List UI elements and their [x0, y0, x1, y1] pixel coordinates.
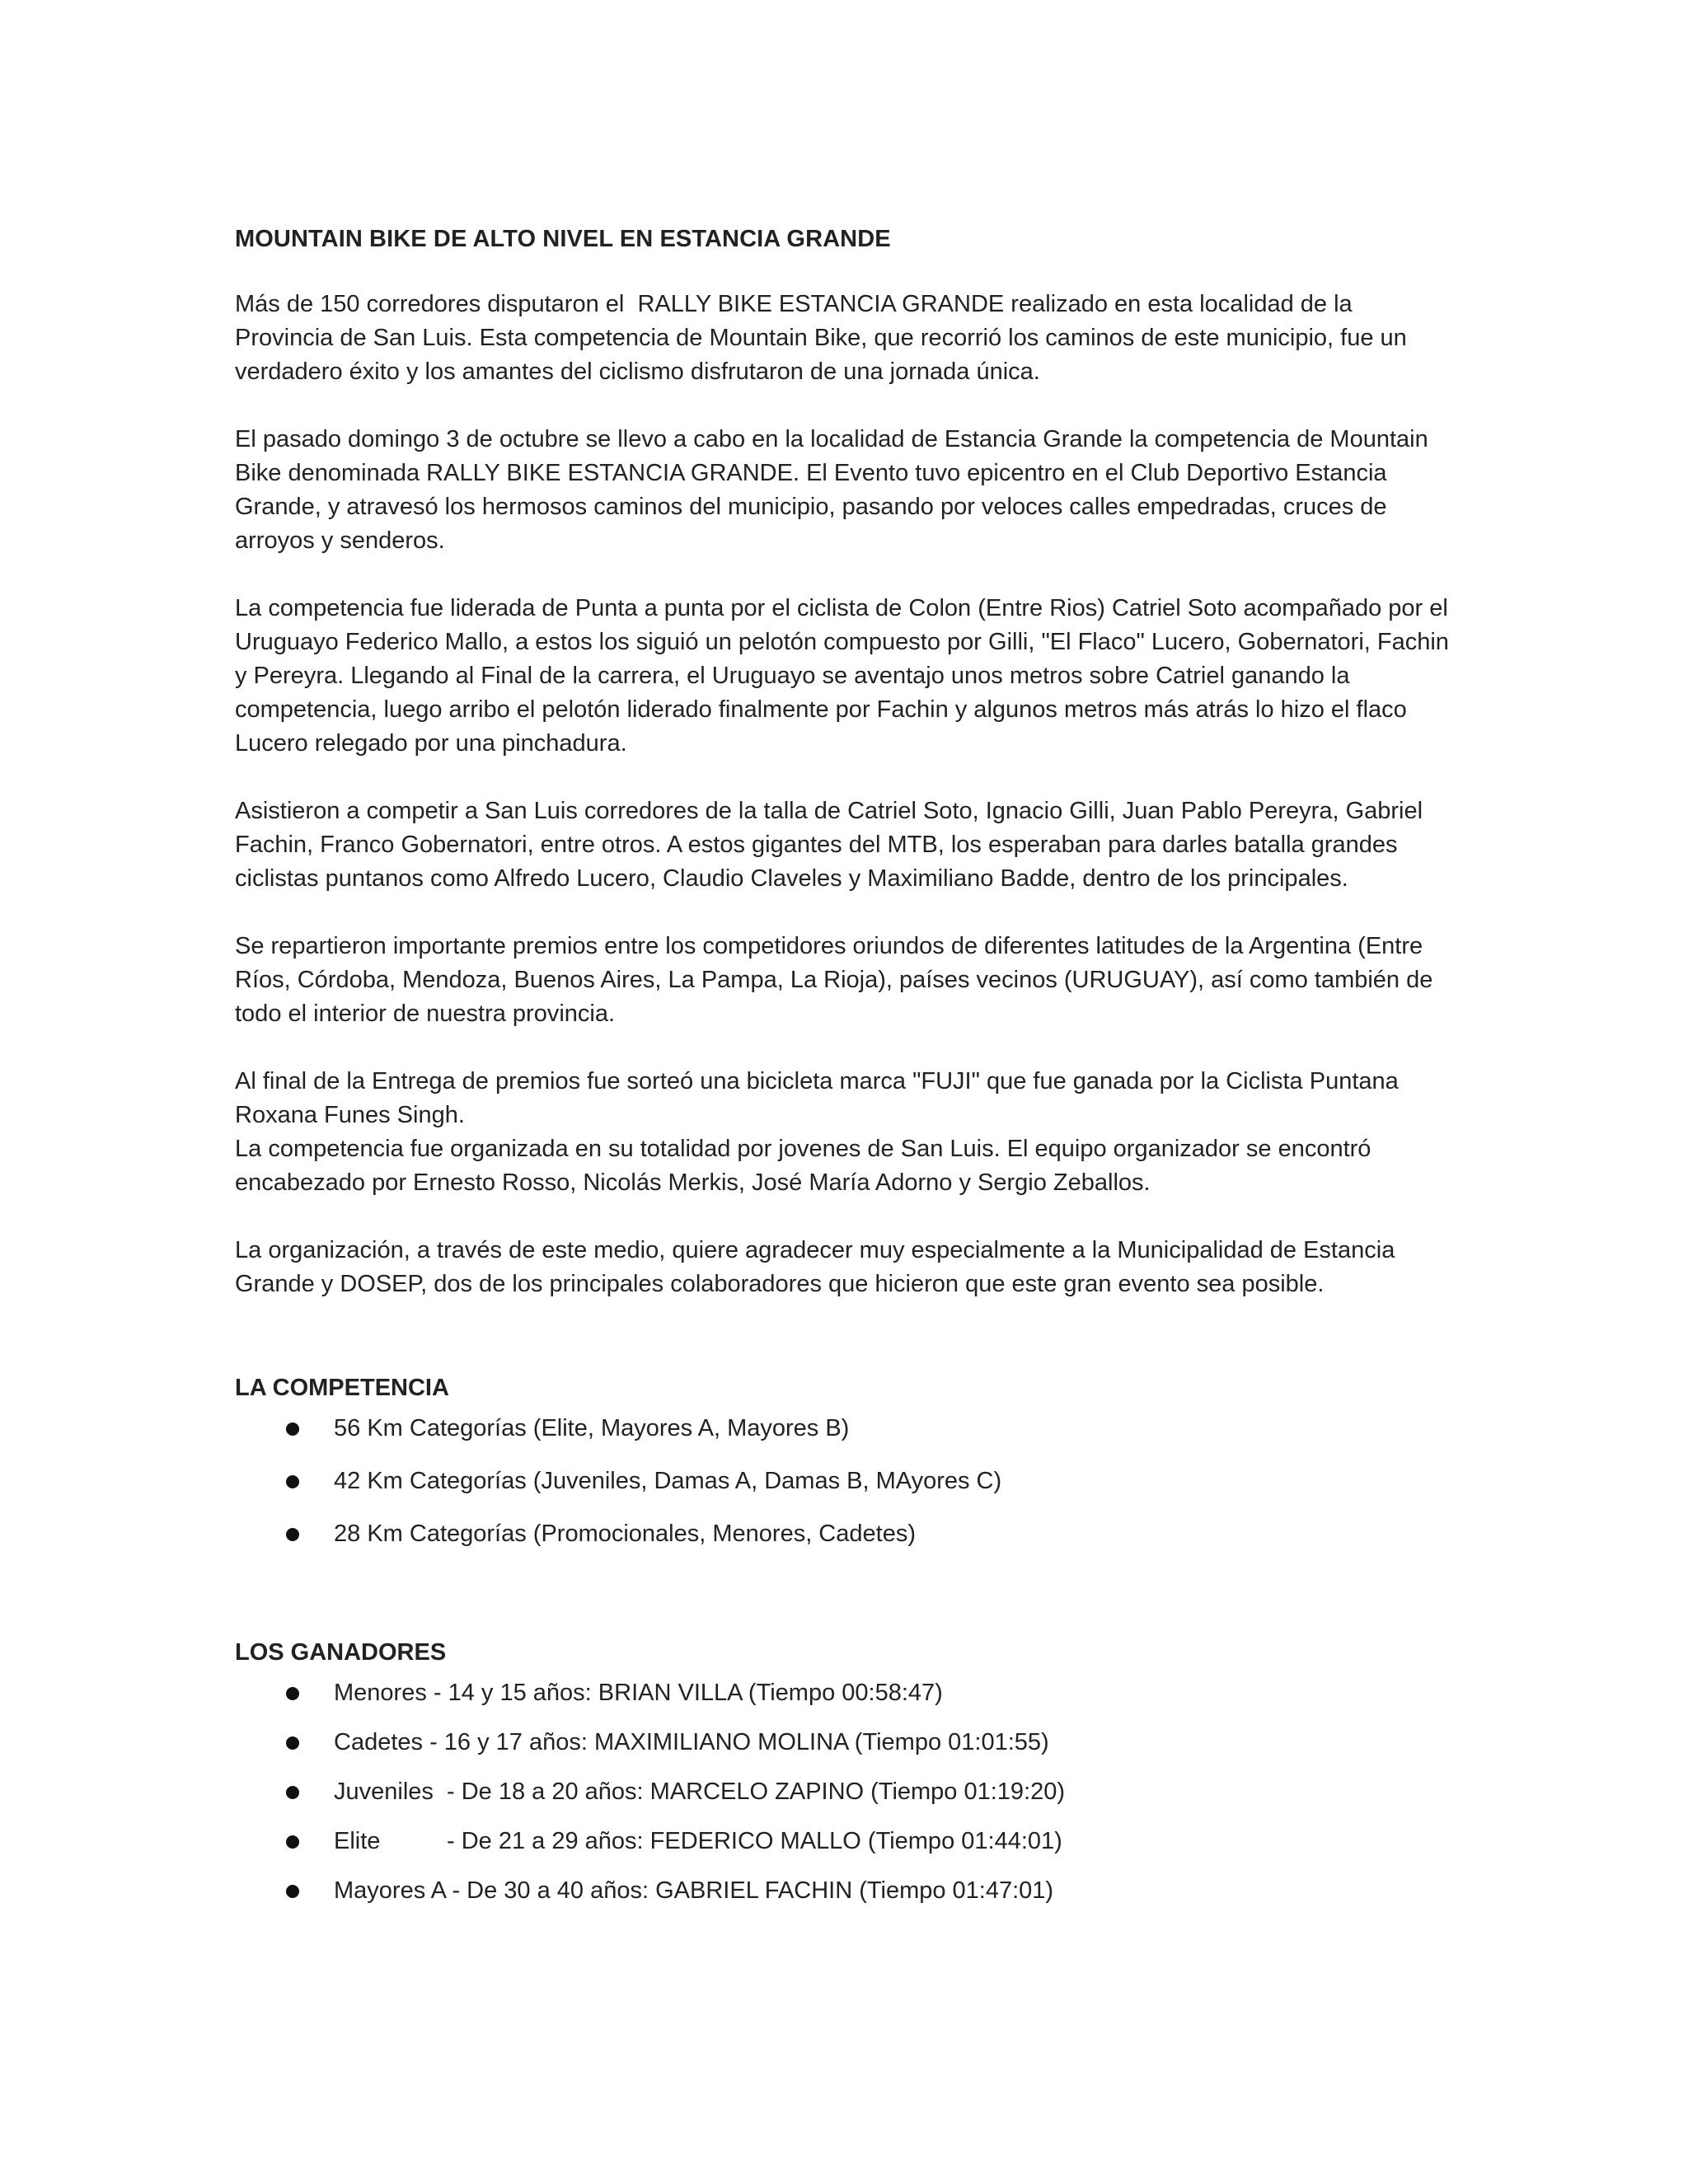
list-item	[235, 1874, 1455, 1908]
paragraph-organizers: La competencia fue organizada en su totalidad por jovenes de San Luis. El equipo organizador se encontró encabezado por Ernesto Rosso, Nicolás Merkis, José María Adorno y Sergio Zeballos.	[235, 1136, 1378, 1196]
list-item-text: 28 Km Categorías (Promocionales, Menores, Cadetes)	[334, 1521, 916, 1547]
article-title: MOUNTAIN BIKE DE ALTO NIVEL EN ESTANCIA GRANDE	[235, 226, 891, 252]
paragraph-prizes: Se repartieron importante premios entre los competidores oriundos de diferentes latitudes de la Argentina (Entre Ríos, Córdoba, Mendoza, Buenos Aires, La Pampa, La Rioja), países vecinos (URUGUAY), así como también de todo el interior de nuestra provincia.	[235, 933, 1440, 1027]
list-item	[235, 1412, 1455, 1446]
bullet-icon	[286, 1736, 299, 1750]
list-item	[235, 1676, 1455, 1710]
list-item	[235, 1465, 1455, 1498]
bullet-icon	[286, 1475, 299, 1488]
list-item-text: 56 Km Categorías (Elite, Mayores A, Mayores B)	[334, 1415, 850, 1441]
paragraph-race: La competencia fue liderada de Punta a punta por el ciclista de Colon (Entre Rios) Catriel Soto acompañado por el Uruguayo Federico Mallo, a estos los siguió un pelotón compuesto por Gilli, "El Flaco" Lucero, Gobernatori, Fachin y Pereyra. Llegando al Final de la carrera, el Uruguayo se aventajo unos metros sobre Catriel ganando la competencia, luego arribo el pelotón liderado finalmente por Fachin y algunos metros más atrás lo hizo el flaco Lucero relegado por una pinchadura.	[235, 595, 1456, 757]
list-item	[235, 1825, 1455, 1858]
competencia-heading: LA COMPETENCIA	[235, 1375, 449, 1401]
list-item	[235, 1726, 1455, 1760]
bullet-icon	[286, 1528, 299, 1541]
list-item-text: Mayores A - De 30 a 40 años: GABRIEL FACHIN (Tiempo 01:47:01)	[334, 1877, 1054, 1904]
paragraph-thanks: La organización, a través de este medio, quiere agradecer muy especialmente a la Municipalidad de Estancia Grande y DOSEP, dos de los principales colaboradores que hicieron que este gran evento sea posible.	[235, 1237, 1402, 1297]
ganadores-heading: LOS GANADORES	[235, 1639, 447, 1666]
document-page	[235, 223, 1455, 1924]
list-item-text: Cadetes - 16 y 17 años: MAXIMILIANO MOLINA (Tiempo 01:01:55)	[334, 1729, 1049, 1755]
list-item-text: 42 Km Categorías (Juveniles, Damas A, Damas B, MAyores C)	[334, 1468, 1002, 1494]
paragraph-intro: Más de 150 corredores disputaron el RALLY BIKE ESTANCIA GRANDE realizado en esta localidad de la Provincia de San Luis. Esta competencia de Mountain Bike, que recorrió los caminos de este municipio, fue un verdadero éxito y los amantes del ciclismo disfrutaron de una jornada única.	[235, 291, 1414, 385]
list-item-text: Menores - 14 y 15 años: BRIAN VILLA (Tiempo 00:58:47)	[334, 1680, 943, 1706]
paragraph-competitors: Asistieron a competir a San Luis corredores de la talla de Catriel Soto, Ignacio Gilli, Juan Pablo Pereyra, Gabriel Fachin, Franco Gobernatori, entre otros. A estos gigantes del MTB, los esperaban para darles batalla grandes ciclistas puntanos como Alfredo Lucero, Claudio Claveles y Maximiliano Badde, dentro de los principales.	[235, 798, 1430, 892]
list-item-text: Elite - De 21 a 29 años: FEDERICO MALLO (Tiempo 01:44:01)	[334, 1828, 1062, 1854]
list-item	[235, 1517, 1455, 1551]
paragraph-event: El pasado domingo 3 de octubre se llevo a cabo en la localidad de Estancia Grande la competencia de Mountain Bike denominada RALLY BIKE ESTANCIA GRANDE. El Evento tuvo epicentro en el Club Deportivo Estancia Grande, y atravesó los hermosos caminos del municipio, pasando por veloces calles empedradas, cruces de arroyos y senderos.	[235, 426, 1435, 554]
bullet-icon	[286, 1687, 299, 1700]
bullet-icon	[286, 1786, 299, 1799]
bullet-icon	[286, 1422, 299, 1436]
competencia-list	[235, 1412, 1455, 1551]
list-item	[235, 1775, 1455, 1809]
ganadores-list	[235, 1676, 1455, 1908]
list-item-text: Juveniles - De 18 a 20 años: MARCELO ZAPINO (Tiempo 01:19:20)	[334, 1779, 1066, 1805]
paragraph-raffle: Al final de la Entrega de premios fue sorteó una bicicleta marca "FUJI" que fue ganada por la Ciclista Puntana Roxana Funes Singh.	[235, 1068, 1405, 1128]
bullet-icon	[286, 1885, 299, 1898]
bullet-icon	[286, 1835, 299, 1849]
